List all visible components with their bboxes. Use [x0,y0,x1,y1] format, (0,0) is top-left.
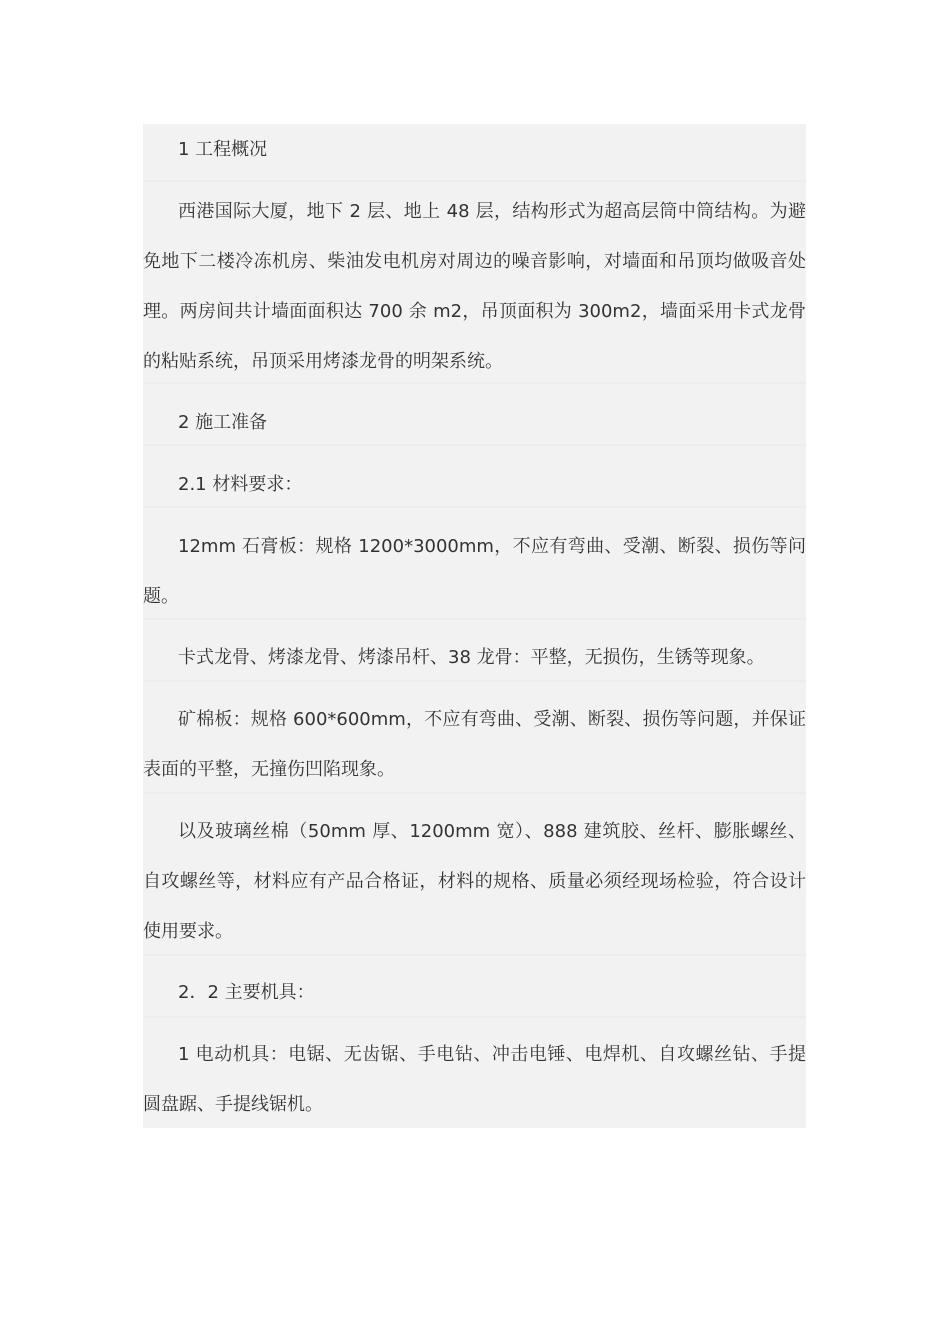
paragraph-divider [143,180,806,182]
subsection-heading-tools: 2．2 主要机具： [178,982,315,1003]
section-heading-preparation: 2 施工准备 [178,412,268,433]
section-heading-overview: 1 工程概况 [178,139,268,160]
overview-paragraph: 西港国际大厦，地下 2 层、地上 48 层，结构形式为超高层筒中筒结构。为避免地下二楼冷冻机房、柴油发电机房对周边的噪音影响，对墙面和吊顶均做吸音处理。两房间共计墙面面积达 700 余 m2，吊顶面积为 300m2，墙面采用卡式龙骨的粘贴系统，吊顶采用烤漆龙骨的明架系统。 [143,201,806,372]
material-keel-paragraph: 卡式龙骨、烤漆龙骨、烤漆吊杆、38 龙骨：平整，无损伤，生锈等现象。 [178,647,765,668]
material-gypsum-paragraph: 12mm 石膏板：规格 1200*3000mm，不应有弯曲、受潮、断裂、损伤等问题。 [143,536,806,607]
material-other-paragraph: 以及玻璃丝棉（50mm 厚、1200mm 宽）、888 建筑胶、丝杆、膨胀螺丝、自攻螺丝等，材料应有产品合格证，材料的规格、质量必须经现场检验，符合设计使用要求。 [143,821,806,942]
tools-electric-paragraph: 1 电动机具：电锯、无齿锯、手电钻、冲击电锤、电焊机、自攻螺丝钻、手提圆盘踞、手提线锯机。 [143,1044,806,1115]
material-mineral-paragraph: 矿棉板：规格 600*600mm，不应有弯曲、受潮、断裂、损伤等问题，并保证表面的平整，无撞伤凹陷现象。 [143,709,806,780]
subsection-heading-materials: 2.1 材料要求： [178,474,303,495]
document-body [143,124,806,1128]
